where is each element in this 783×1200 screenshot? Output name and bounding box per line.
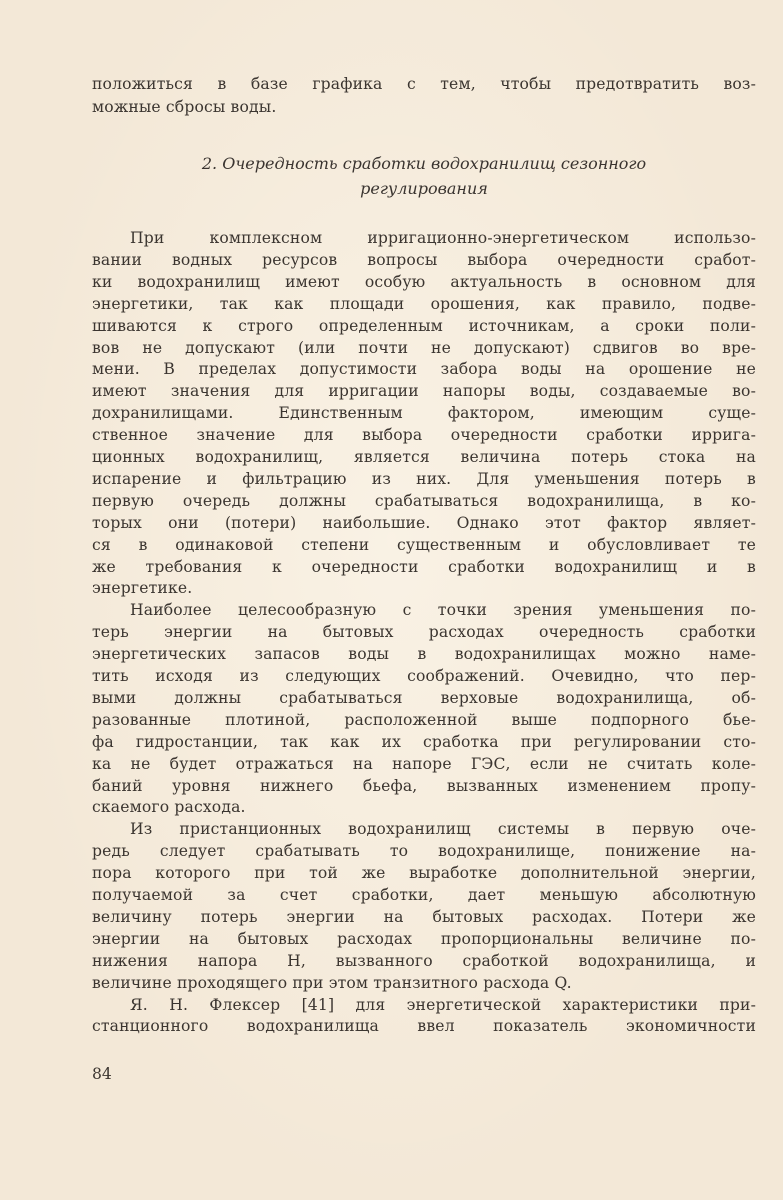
text-line: мени. В пределах допустимости забора воды на орошение не — [92, 360, 756, 379]
text-line: величину потерь энергии на бытовых расходах. Потери же — [92, 907, 756, 926]
text-line: редь следует срабатывать то водохранилище, понижение на- — [92, 842, 756, 861]
text-line: нижения напора H, вызванного сработкой водохранилища, и — [92, 951, 756, 970]
section-heading-line-1: 2. Очередность сработки водохранилищ сезонного — [201, 154, 647, 173]
text-line: разованные плотиной, расположенной выше подпорного бье- — [92, 710, 756, 729]
text-line: положиться в базе графика с тем, чтобы предотвратить воз- — [92, 75, 756, 93]
text-line: величине проходящего при этом транзитного расхода Q. — [92, 973, 572, 992]
text-line: Я. Н. Флексер [41] для энергетической характеристики при- — [130, 995, 756, 1014]
text-line: ка не будет отражаться на напоре ГЭС, если не считать коле- — [92, 754, 756, 773]
text-line: энергетике. — [92, 579, 193, 598]
text-line: выми должны срабатываться верховые водохранилища, об- — [92, 688, 756, 707]
text-line: вании водных ресурсов вопросы выбора очередности сработ- — [92, 250, 756, 269]
text-line: шиваются к строго определенным источникам, а сроки поли- — [92, 316, 756, 335]
text-line: энергии на бытовых расходах пропорциональны величине по- — [92, 929, 756, 948]
text-line: ственное значение для выбора очередности сработки ирригa- — [92, 426, 756, 445]
page-number: 84 — [92, 1065, 112, 1083]
text-line: При комплексном ирригационно-энергетическом использо- — [130, 229, 756, 247]
text-line: Наиболее целесообразную с точки зрения уменьшения по- — [130, 601, 756, 620]
text-line: энергетики, так как площади орошения, как правило, подве- — [92, 294, 756, 313]
text-line: получаемой за счет сработки, дает меньшую абсолютную — [92, 886, 756, 904]
text-line: первую очередь должны срабатываться водохранилища, в ко- — [92, 491, 756, 510]
text-line: баний уровня нижнего бьефа, вызванных изменением пропу- — [92, 776, 756, 795]
section-heading-line-2: регулирования — [360, 179, 488, 198]
text-line: дохранилищами. Единственным фактором, имеющим суще- — [92, 404, 756, 423]
text-line: терь энергии на бытовых расходах очередность сработки — [92, 623, 756, 642]
text-line: торых они (потери) наибольшие. Однако этот фактор являет- — [92, 513, 756, 532]
text-line: можные сбросы воды. — [92, 98, 277, 116]
text-line: станционного водохранилища ввел показатель экономичности — [92, 1017, 756, 1036]
text-line: Из пристанционных водохранилищ системы в первую оче- — [130, 820, 756, 839]
text-line: испарение и фильтрацию из них. Для уменьшения потерь в — [92, 469, 756, 488]
text-line: имеют значения для ирригации напоры воды, создаваемые во- — [92, 382, 756, 401]
text-line: ционных водохранилищ, является величина потерь стока на — [92, 448, 756, 466]
text-line: энергетических запасов воды в водохранилищах можно наме- — [92, 645, 756, 664]
text-line: скаемого расхода. — [92, 798, 246, 817]
text-line: тить исходя из следующих соображений. Очевидно, что пер- — [92, 667, 756, 685]
text-line: вов не допускают (или почти не допускают) сдвигов во вре- — [92, 338, 756, 357]
text-line: ся в одинаковой степени существенным и обусловливает те — [92, 535, 756, 554]
text-line: ки водохранилищ имеют особую актуальность в основном для — [92, 272, 756, 291]
text-line: фа гидростанции, так как их сработка при регулировании сто- — [92, 732, 756, 751]
text-line: же требования к очередности сработки водохранилищ и в — [92, 557, 756, 576]
text-line: пора которого при той же выработке дополнительной энергии, — [92, 864, 756, 883]
